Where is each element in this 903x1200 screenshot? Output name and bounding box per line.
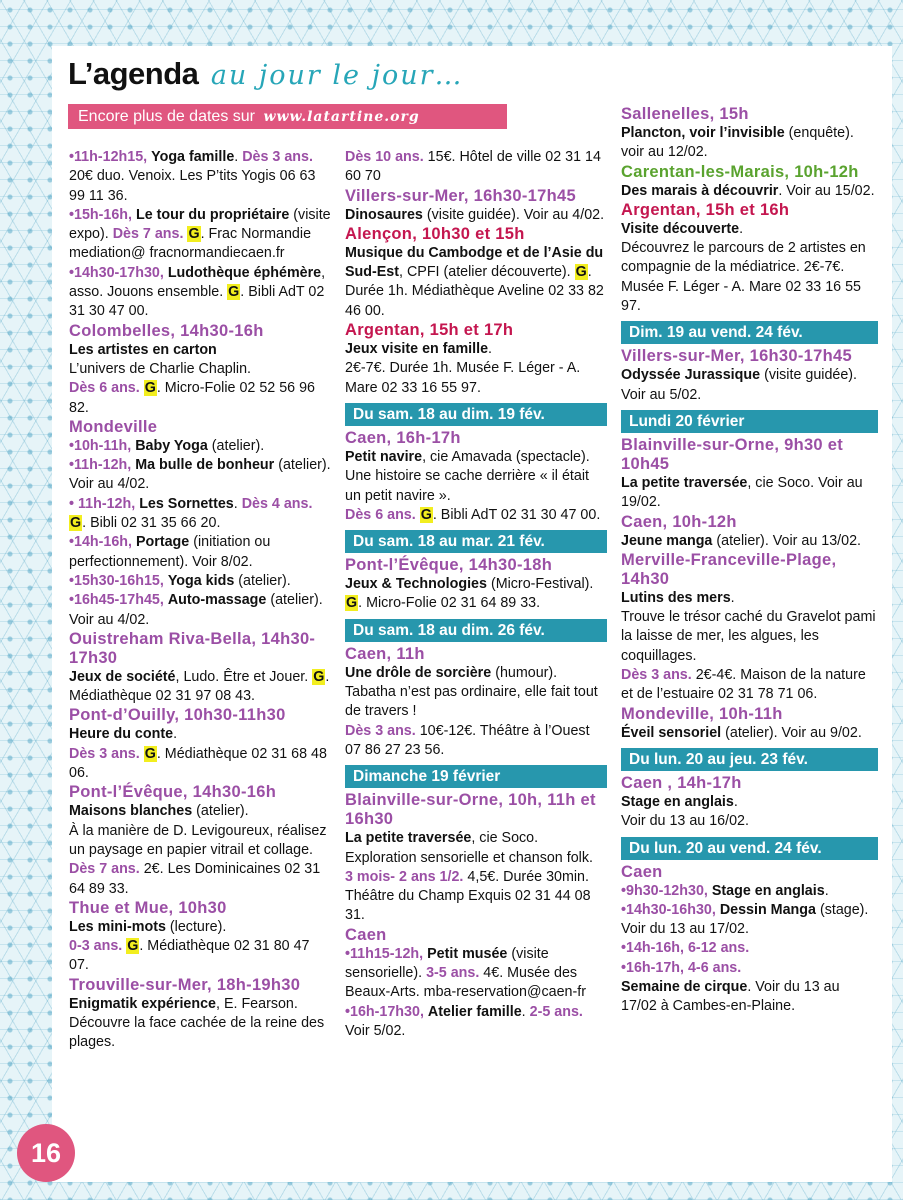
place-heading: Blainville-sur-Orne, 10h, 11h et 16h30 xyxy=(345,791,596,829)
event-entry: Jeux visite en famille. 2€-7€. Durée 1h. Musée F. Léger - A. Mare 02 33 16 55 97. xyxy=(345,341,581,396)
date-header: Du lun. 20 au vend. 24 fév. xyxy=(621,837,878,860)
event-entry: Dès 10 ans. 15€. Hôtel de ville 02 31 14 60 70 xyxy=(345,149,601,185)
free-badge: G xyxy=(575,264,587,281)
free-badge: G xyxy=(144,745,156,762)
place-heading: Pont-l’Évêque, 14h30-18h xyxy=(345,556,553,575)
event-entry: •11h15-12h, Petit musée (visite sensorielle). 3-5 ans. 4€. Musée des Beaux-Arts. mba-reservation@caen-fr xyxy=(345,945,586,1001)
place-heading: Argentan, 15h et 16h xyxy=(621,200,790,219)
event-entry: Jeux & Technologies (Micro-Festival). G. Micro-Folie 02 31 64 89 33. xyxy=(345,576,594,612)
event-entry: •9h30-12h30, Stage en anglais. xyxy=(621,882,829,899)
event-entry: •14h-16h, 6-12 ans. xyxy=(621,940,750,957)
event-entry: Maisons blanches (atelier). À la manière de D. Levigoureux, réalisez un paysage en papier vitrail et collage. Dès 7 ans. 2€. Les Dominicaines 02 31 64 89 33. xyxy=(69,803,327,897)
website-banner xyxy=(68,104,507,129)
page-number-badge: 16 xyxy=(17,1124,75,1182)
event-entry: •15h-16h, Le tour du propriétaire (visite expo). Dès 7 ans. G. Frac Normandie mediation@ fracnormandiecaen.fr xyxy=(69,206,331,262)
event-entry: •14h30-17h30, Ludothèque éphémère, asso. Jouons ensemble. G. Bibli AdT 02 31 30 47 00. xyxy=(69,264,326,320)
free-badge: G xyxy=(144,380,156,397)
page-title: L’agenda xyxy=(68,56,199,91)
event-entry: Des marais à découvrir. Voir au 15/02. xyxy=(621,182,875,199)
event-entry: •10h-11h, Baby Yoga (atelier). xyxy=(69,437,265,454)
event-entry: •16h-17h, 4-6 ans. xyxy=(621,959,742,976)
banner-url[interactable]: www.latartine.org xyxy=(263,109,420,125)
event-entry: •16h-17h30, Atelier famille. 2-5 ans. Voir 5/02. xyxy=(345,1003,583,1039)
event-entry: Petit navire, cie Amavada (spectacle). Une histoire se cache derrière « il était un petit navire ». Dès 6 ans. G. Bibli AdT 02 31 30 47 00. xyxy=(345,448,601,523)
agenda-column-2 xyxy=(345,148,607,1041)
event-entry: Plancton, voir l’invisible (enquête). voir au 12/02. xyxy=(621,125,854,161)
place-heading: Sallenelles, 15h xyxy=(621,105,749,123)
event-entry: Éveil sensoriel (atelier). Voir au 9/02. xyxy=(621,724,862,741)
free-badge: G xyxy=(313,668,325,685)
event-entry: Musique du Cambodge et de l’Asie du Sud-Est, CPFI (atelier découverte). G. Durée 1h. Médiathèque Aveline 02 33 82 46 00. xyxy=(345,244,604,319)
event-entry: •14h30-16h30, Dessin Manga (stage). Voir du 13 au 17/02. xyxy=(621,901,869,938)
event-entry: Semaine de cirque. Voir du 13 au 17/02 à Cambes-en-Plaine. xyxy=(621,979,840,1015)
event-entry: •11h-12h, Ma bulle de bonheur (atelier). Voir au 4/02. xyxy=(69,457,331,493)
place-heading: Caen, 11h xyxy=(345,644,425,663)
event-entry: Jeux de société, Ludo. Être et Jouer. G. Médiathèque 02 31 97 08 43. xyxy=(69,668,330,705)
place-heading: Mondeville xyxy=(69,417,158,436)
event-entry: •16h45-17h45, Auto-massage (atelier). Voir au 4/02. xyxy=(69,592,323,628)
event-entry: Une drôle de sorcière (humour). Tabatha n’est pas ordinaire, elle fait tout de travers ! Dès 3 ans. 10€-12€. Théâtre à l’Ouest 07 86 27 23 56. xyxy=(345,664,598,758)
event-entry: Odyssée Jurassique (visite guidée). Voir au 5/02. xyxy=(621,367,858,403)
place-heading: Thue et Mue, 10h30 xyxy=(69,898,227,917)
event-entry: La petite traversée, cie Soco. Exploration sensorielle et chanson folk. 3 mois- 2 ans 1/2. 4,5€. Durée 30min. Théâtre du Champ Exquis 02 31 44 08 31. xyxy=(345,830,593,924)
event-entry: Stage en anglais. Voir du 13 au 16/02. xyxy=(621,793,749,830)
place-heading: Villers-sur-Mer, 16h30-17h45 xyxy=(345,186,576,205)
date-header: Du sam. 18 au dim. 19 fév. xyxy=(345,403,607,426)
event-entry: Dinosaures (visite guidée). Voir au 4/02. xyxy=(345,206,605,223)
place-heading: Caen xyxy=(621,862,663,881)
agenda-column-1 xyxy=(69,148,333,1053)
place-heading: Argentan, 15h et 17h xyxy=(345,321,514,340)
event-entry: •15h30-16h15, Yoga kids (atelier). xyxy=(69,572,291,589)
place-heading: Pont-l’Évêque, 14h30-16h xyxy=(69,783,277,802)
free-badge: G xyxy=(188,226,200,243)
place-heading: Merville-Franceville-Plage, 14h30 xyxy=(621,550,837,588)
event-entry: • 11h-12h, Les Sornettes. Dès 4 ans. G. Bibli 02 31 35 66 20. xyxy=(69,495,313,532)
free-badge: G xyxy=(420,506,432,523)
event-entry: Jeune manga (atelier). Voir au 13/02. xyxy=(621,532,861,549)
free-badge: G xyxy=(346,595,358,612)
place-heading: Trouville-sur-Mer, 18h-19h30 xyxy=(69,975,301,994)
agenda-column-3 xyxy=(621,105,878,1017)
place-heading: Alençon, 10h30 et 15h xyxy=(345,224,525,243)
event-entry: La petite traversée, cie Soco. Voir au 19/02. xyxy=(621,474,863,511)
place-heading: Blainville-sur-Orne, 9h30 et 10h45 xyxy=(621,435,844,473)
place-heading: Caen, 16h-17h xyxy=(345,428,461,447)
free-badge: G xyxy=(127,938,139,955)
event-entry: Les artistes en carton L’univers de Charlie Chaplin. Dès 6 ans. G. Micro-Folie 02 52 56 96 82. xyxy=(69,341,315,416)
date-header: Dimanche 19 février xyxy=(345,765,607,788)
date-header: Du sam. 18 au dim. 26 fév. xyxy=(345,619,607,642)
event-entry: Les mini-mots (lecture). 0-3 ans. G. Médiathèque 02 31 80 47 07. xyxy=(69,918,310,974)
free-badge: G xyxy=(228,284,240,301)
place-heading: Caen, 10h-12h xyxy=(621,512,737,531)
event-entry: Enigmatik expérience, E. Fearson. Découvre la face cachée de la reine des plages. xyxy=(69,995,325,1051)
page-header xyxy=(68,56,464,102)
place-heading: Carentan-les-Marais, 10h-12h xyxy=(621,162,859,181)
place-heading: Pont-d’Ouilly, 10h30-11h30 xyxy=(69,706,286,725)
event-entry: Heure du conte. Dès 3 ans. G. Médiathèque 02 31 68 48 06. xyxy=(69,726,327,782)
banner-text: Encore plus de dates sur xyxy=(78,108,255,125)
date-header: Dim. 19 au vend. 24 fév. xyxy=(621,321,878,344)
date-header: Du sam. 18 au mar. 21 fév. xyxy=(345,530,607,553)
place-heading: Ouistreham Riva-Bella, 14h30-17h30 xyxy=(69,629,316,667)
event-entry: •11h-12h15, Yoga famille. Dès 3 ans. 20€ duo. Venoix. Les P’tits Yogis 06 63 99 11 36. xyxy=(69,149,316,204)
free-badge: G xyxy=(70,515,82,532)
place-heading: Colombelles, 14h30-16h xyxy=(69,321,264,340)
place-heading: Mondeville, 10h-11h xyxy=(621,704,783,723)
event-entry: Visite découverte. Découvrez le parcours de 2 artistes en compagnie de la médiatrice. 2€-7€. Musée F. Léger - A. Mare 02 33 16 55 97. xyxy=(621,220,866,315)
event-entry: •14h-16h, Portage (initiation ou perfectionnement). Voir 8/02. xyxy=(69,534,271,570)
page-subtitle: au jour le jour… xyxy=(210,60,464,91)
event-entry: Lutins des mers. Trouve le trésor caché du Gravelot pami la laisse de mer, les algues, les coquillages. Dès 3 ans. 2€-4€. Maison de la nature et de l’estuaire 02 31 78 71 06. xyxy=(621,589,876,703)
place-heading: Caen xyxy=(345,925,387,944)
date-header: Du lun. 20 au jeu. 23 fév. xyxy=(621,748,878,771)
date-header: Lundi 20 février xyxy=(621,410,878,433)
place-heading: Villers-sur-Mer, 16h30-17h45 xyxy=(621,347,852,366)
place-heading: Caen , 14h-17h xyxy=(621,773,742,792)
